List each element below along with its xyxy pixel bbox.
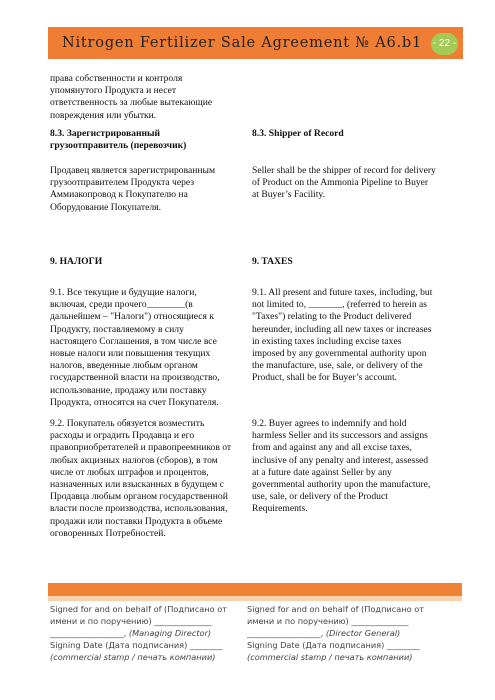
text-line: ответственность за любые вытекающие [50,97,213,109]
stamp-line: (commercial stamp / печать компании) [50,652,216,662]
text-line: governmental authority upon the manufacture, [252,479,431,491]
text-line: Продавца любым органом государственной [50,491,228,503]
section-9-2-text-ru [50,418,240,540]
signature-line [50,627,227,639]
text-line: of Product on the Ammonia Pipeline to Buyer [252,177,429,189]
section-9-heading-ru: 9. НАЛОГИ [50,256,103,267]
text-line: Аммиакопровод к Покупателю на [50,189,188,201]
text-line: Продукту, поставляемому в силу [50,323,184,335]
signature-block-seller [50,603,227,663]
text-line: use, sale, or delivery of the Product [252,491,388,503]
section-9-1-text-en [252,287,444,385]
section-9-2-text-en [252,418,444,516]
text-line: использование, продажу или поставку [50,384,207,396]
text-line: at a future date against Seller by any [252,466,392,478]
signature-line: Signed for and on behalf of (Подписано от [247,604,425,614]
signature-line [247,627,424,639]
text-line: in existing taxes including excise taxes [252,335,402,347]
stamp-line: (commercial stamp / печать компании) [247,652,413,662]
signature-blank: __________________, [247,628,326,638]
text-line: повреждения или убытки. [50,109,157,121]
text-line: 9.1. Все текущие и будущие налоги, [50,287,197,298]
text-line: дальнейшем – "Налоги") относящиеся к [50,311,215,323]
text-line: расходы и оградить Продавца и его [50,430,195,442]
text-line: включая, среди прочего________(в [50,299,193,311]
text-line: власти после производства, использования, [50,503,228,515]
text-line: from and against any and all excise taxes, [252,442,412,454]
text-line: hereunder, including all new taxes or increases [252,323,432,335]
continuation-paragraph-ru [50,73,240,122]
text-line: Оборудование Покупателя. [50,201,161,213]
text-line: inclusive of any penalty and interest, assessed [252,454,429,466]
section-9-1-text-ru [50,287,240,409]
signing-date-line: Signing Date (Дата подписания) ________ [247,640,420,650]
text-line: новые налоги или повышения текущих [50,348,211,360]
text-line: продажи или поставки Продукта в объеме [50,515,223,527]
text-line: правоприобретателей и правопреемников от [50,442,232,454]
text-line: налогов, введенные любым органом [50,360,198,372]
footer-band [48,583,462,596]
section-8-3-text-ru [50,165,240,214]
text-line: упомянутого Продукта и несет [50,85,177,97]
signature-line: имени и по поручению) ______________ [247,616,409,626]
section-8-3-text-en [252,165,444,202]
signature-block-buyer [247,603,424,663]
signature-line: Signed for and on behalf of (Подписано от [50,604,228,614]
signature-blank: __________________, [50,628,129,638]
text-line: назначенных или взысканных в будущем с [50,479,225,491]
text-line: the manufacture, use, sale, or delivery of the [252,360,423,372]
signatory-role: (Director General) [325,628,401,638]
text-line: Продукта, относятся на счет Покупателя. [50,396,219,408]
section-8-3-heading-ru [50,128,240,152]
text-line: Seller shall be the shipper of record for delivery [252,165,436,176]
text-line: harmless Seller and its successors and assigns [252,430,428,442]
signature-line: имени и по поручению) ______________ [50,616,212,626]
text-line: imposed by any governmental authority upon [252,348,427,360]
text-line: not limited to, _______, (referred to herein as [252,299,428,311]
text-line: Продавец является зарегистрированным [50,165,216,176]
text-line: Product, shall be for Buyer’s account. [252,372,398,384]
heading-line: грузоотправитель (перевозчик) [50,140,187,152]
text-line: числе от любых штрафов и процентов, [50,466,209,478]
text-line: 9.1. All present and future taxes, including, but [252,287,433,298]
heading-line: 8.3. Зарегистрированный [50,128,161,139]
text-line: государственной власти на производство, [50,372,220,384]
text-line: Requirements. [252,503,308,515]
signing-date-line: Signing Date (Дата подписания) ________ [50,640,223,650]
section-9-heading-en: 9. TAXES [252,256,293,267]
section-8-3-heading-en: 8.3. Shipper of Record [252,128,344,139]
signatory-role: (Managing Director) [128,628,212,638]
text-line: настоящего Соглашения, в том числе все [50,335,217,347]
text-line: 9.2. Покупатель обязуется возместить [50,418,205,429]
text-line: 9.2. Buyer agrees to indemnify and hold [252,418,407,429]
text-line: "Taxes") relating to the Product delivered [252,311,412,323]
footer-band-light [48,596,462,601]
text-line: at Buyer’s Facility. [252,189,326,201]
document-title: Nitrogen Fertilizer Sale Agreement № A6.b1 [62,35,423,51]
page-number-badge: - 22 - [431,33,458,55]
text-line: любых акцизных налогов (сборов), в том [50,454,218,466]
text-line: оговоренных Потребностей. [50,527,166,539]
text-line: грузоотправителем Продукта через [50,177,195,189]
text-line: права собственности и контроля [50,73,183,84]
